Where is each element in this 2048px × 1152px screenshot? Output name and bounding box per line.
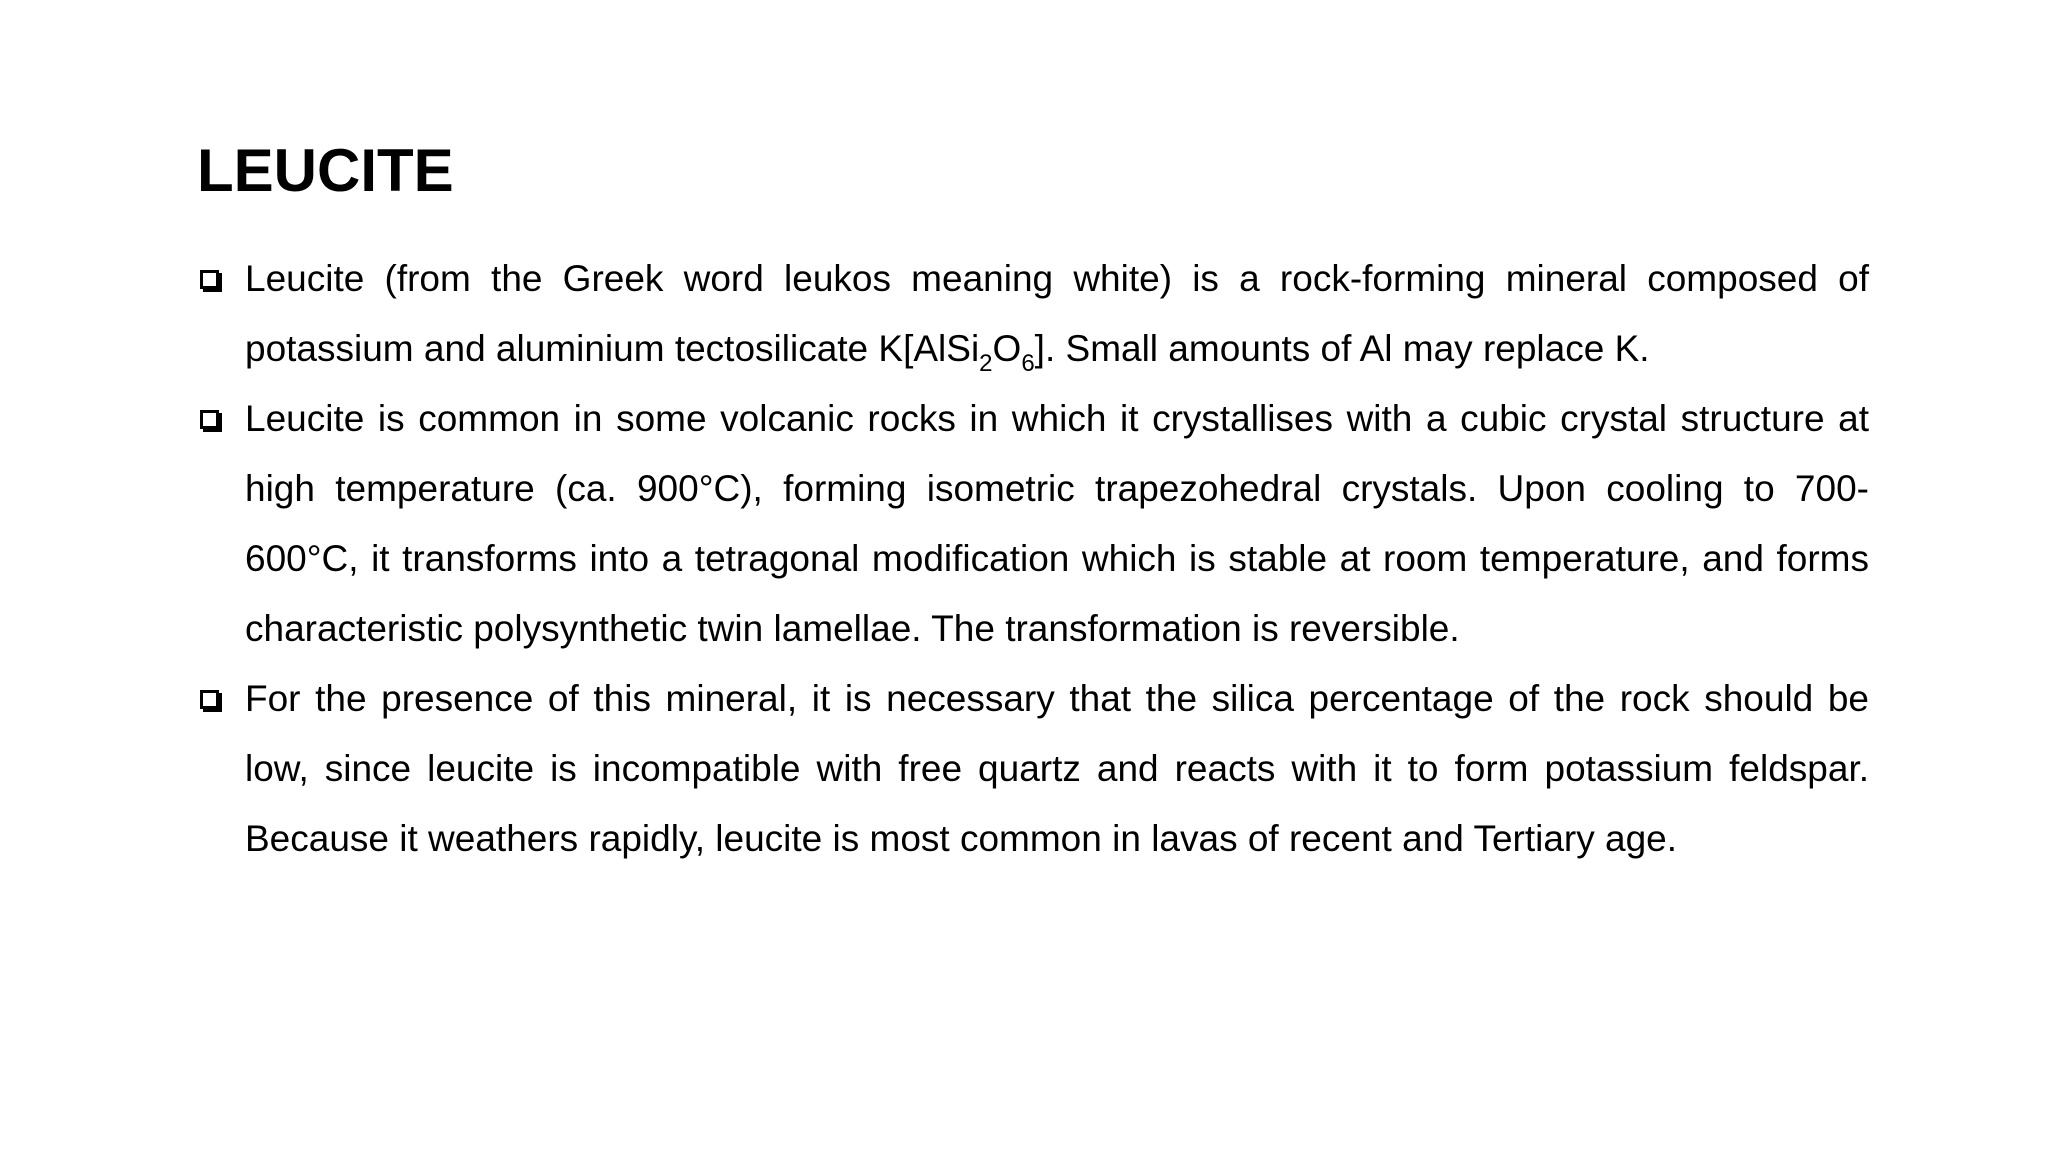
bullet-item-1 [197, 244, 1869, 384]
hollow-square-bullet-icon [200, 690, 219, 709]
hollow-square-bullet-icon [200, 410, 219, 429]
bullet-item-3 [197, 664, 1869, 874]
bullet-list [197, 244, 1869, 874]
bullet-text-3: For the presence of this mineral, it is necessary that the silica percentage of the rock should be low, since leucite is incompatible with free quartz and reacts with it to form potassium feldspar. Because it weathers rapidly, leucite is most common in lavas of recent and Tertiary age. [245, 678, 1869, 859]
slide-title: LEUCITE [197, 137, 454, 204]
bullet-text-1: Leucite (from the Greek word leukos meaning white) is a rock-forming mineral composed of potassium and aluminium tectosilicate $K[AlSi_2O_6]$. Small amounts of Al may replace K. [245, 258, 1869, 377]
bullet-item-2 [197, 384, 1869, 664]
hollow-square-bullet-icon [200, 270, 219, 289]
bullet-text-2: Leucite is common in some volcanic rocks in which it crystallises with a cubic crystal structure at high temperature (ca. 900°C), forming isometric trapezohedral crystals. Upon cooling to 700-600°C, it transforms into a tetragonal modification which is stable at room temperature, and forms characteristic polysynthetic twin lamellae. The transformation is reversible. [245, 398, 1869, 649]
